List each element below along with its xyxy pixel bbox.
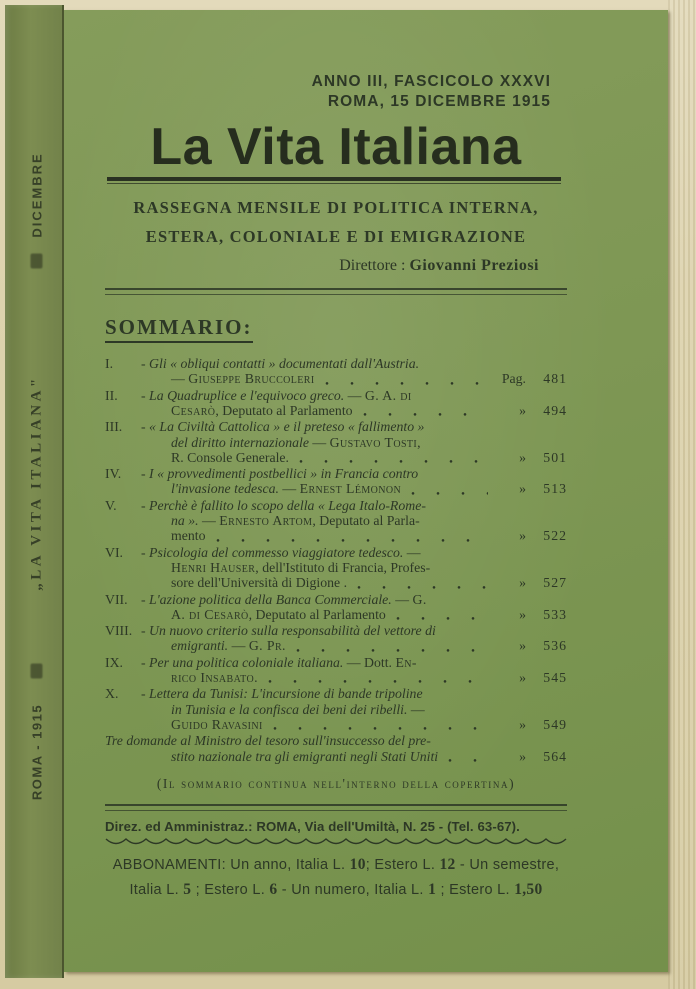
- toc-entry-text: [171, 528, 206, 543]
- toc-text-segment: G. A. di: [364, 387, 412, 403]
- toc-text-segment: R. Console Generale.: [171, 449, 290, 465]
- toc-roman-numeral: VII.: [105, 591, 128, 607]
- toc-roman-numeral: VIII.: [105, 623, 133, 639]
- toc-item: [105, 419, 567, 465]
- toc-entry-text: [141, 545, 421, 560]
- spine-stamp-icon: [31, 664, 43, 679]
- toc-text-segment: —: [171, 371, 189, 387]
- toc-line: [141, 435, 567, 450]
- toc-text-segment: Giuseppe Bruccoleri: [188, 371, 315, 387]
- dot-leader: [357, 586, 488, 589]
- toc-entry-text: [141, 655, 417, 670]
- toc-text-segment: Psicologia del commesso viaggiatore tedesco.: [149, 544, 407, 560]
- page-number: 481: [543, 371, 567, 387]
- price-value: 1: [428, 880, 437, 898]
- toc-line: [141, 655, 567, 670]
- toc-item: [105, 623, 567, 654]
- price-value: 10: [349, 855, 366, 873]
- toc-text-segment: stito nazionale tra gli emigranti negli Stati Uniti: [171, 748, 439, 764]
- toc-text-segment: in Tunisia e la confisca dei beni dei ribelli.: [171, 701, 411, 717]
- toc-entry-body: [141, 388, 567, 419]
- toc-entry-body: [141, 419, 567, 465]
- toc-item: [105, 388, 567, 419]
- toc-text-segment: -: [141, 387, 150, 403]
- toc-item: [105, 655, 567, 686]
- subscription-line-1: [105, 856, 567, 874]
- toc-text-segment: -: [141, 544, 150, 560]
- toc-text-segment: -: [141, 419, 150, 435]
- page-number: 564: [543, 748, 567, 764]
- toc-text-segment: Perchè è fallito lo scopo della « Lega Italo-Rome-: [149, 497, 426, 513]
- issue-info: [105, 72, 567, 112]
- dot-leader: [216, 539, 489, 542]
- subscription-text: ; Estero L.: [436, 881, 515, 898]
- toc-entry-text: [141, 623, 436, 638]
- toc-text-segment: -: [141, 356, 150, 372]
- toc-text-segment: Guido Ravasini: [171, 716, 263, 732]
- toc-entry-text: [171, 403, 353, 418]
- toc-item: [105, 356, 567, 387]
- toc-line: [141, 403, 567, 418]
- toc-text-segment: l'invasione tedesca.: [171, 481, 283, 497]
- toc-line: [141, 450, 567, 465]
- toc-line: [141, 498, 567, 513]
- toc-text-segment: —: [410, 701, 425, 717]
- subscription-line-2: [105, 881, 567, 899]
- toc-line: [105, 749, 567, 764]
- toc-roman-numeral: VI.: [105, 544, 124, 560]
- toc-text-segment: Cesarò: [171, 402, 216, 418]
- toc-text-segment: —: [347, 387, 365, 403]
- subtitle-line-1: RASSEGNA MENSILE DI POLITICA INTERNA,: [133, 198, 539, 218]
- toc-item: [105, 686, 567, 732]
- toc-entry-body: [141, 498, 567, 544]
- page-prefix: »: [519, 402, 526, 418]
- toc-text-segment: —: [202, 513, 220, 529]
- toc-line: [141, 560, 567, 575]
- dot-leader: [448, 759, 488, 762]
- toc-text-segment: G. Pr.: [248, 638, 286, 654]
- dot-leader: [299, 460, 488, 463]
- sommario-heading: SOMMARIO:: [105, 315, 253, 343]
- title-rule: [107, 177, 561, 181]
- toc-text-segment: -: [141, 654, 150, 670]
- subscription-text: ABBONAMENTI: Un anno, Italia L.: [112, 856, 350, 873]
- director-label: Direttore :: [339, 257, 406, 275]
- toc-entry-text: [171, 607, 386, 622]
- toc-roman-numeral: II.: [105, 387, 118, 403]
- toc-entry-text: [171, 575, 347, 590]
- toc-entry-text: [141, 466, 418, 481]
- toc-line: [141, 717, 567, 732]
- toc-entry-body: [141, 356, 567, 387]
- front-cover: [64, 10, 668, 972]
- toc-entry-body: [141, 592, 567, 623]
- page-number: 513: [543, 481, 567, 497]
- toc-line: [141, 481, 567, 496]
- subscription-text: ; Estero L.: [365, 856, 440, 873]
- spine-stamp-icon: [31, 254, 43, 269]
- toc-entry-text: [171, 481, 401, 496]
- dot-leader: [296, 649, 488, 652]
- page-number: 522: [543, 528, 567, 544]
- toc-line: [141, 623, 567, 638]
- toc-roman-numeral: III.: [105, 419, 123, 435]
- toc-text-segment: .: [254, 670, 258, 686]
- issue-line-2: ROMA, 15 DICEMBRE 1915: [327, 93, 551, 110]
- dot-leader: [363, 413, 488, 416]
- issue-line-1: ANNO III, FASCICOLO XXXVI: [311, 73, 551, 90]
- toc-text-segment: ,: [417, 434, 421, 450]
- toc-text-segment: -: [141, 497, 150, 513]
- toc-entry-text: [171, 371, 315, 386]
- toc-item: [105, 592, 567, 623]
- toc-text-segment: —: [406, 544, 421, 560]
- toc-entry-text: [171, 702, 425, 717]
- toc-text-segment: Henri Hauser: [171, 559, 256, 575]
- director-line: [105, 257, 567, 275]
- toc-text-segment: « La Civiltà Cattolica » e il preteso « fallimento »: [149, 419, 425, 435]
- wavy-rule-icon: [105, 837, 567, 849]
- toc-text-segment: — Dott.: [346, 654, 396, 670]
- toc-entry-text: [171, 749, 438, 764]
- toc-roman-numeral: X.: [105, 686, 119, 702]
- page-number: 533: [543, 606, 567, 622]
- toc-line: [141, 670, 567, 685]
- toc-text-segment: emigranti.: [171, 638, 232, 654]
- page-prefix: Pag.: [501, 371, 526, 387]
- toc-entry-body: [141, 466, 567, 497]
- address-line: Direz. ed Amministraz.: ROMA, Via dell'Umiltà, N. 25 - (Tel. 63-67).: [105, 818, 520, 834]
- toc-line: [141, 702, 567, 717]
- toc-text-segment: L'azione politica della Banca Commerciale.: [149, 591, 396, 607]
- magazine-title: La Vita Italiana: [150, 118, 522, 176]
- toc-text-segment: Un nuovo criterio sulla responsabilità del vettore di: [149, 623, 436, 639]
- toc-text-segment: —: [231, 638, 249, 654]
- toc-line: [141, 466, 567, 481]
- toc-line: [141, 528, 567, 543]
- page-prefix: »: [519, 528, 526, 544]
- dot-leader: [268, 680, 488, 683]
- spine-month-label: DICEMBRE: [29, 152, 45, 238]
- toc-text-segment: Tre domande al Ministro del tesoro sull'insuccesso del pre-: [105, 733, 431, 749]
- toc-entry-body: [141, 623, 567, 654]
- price-value: 6: [269, 880, 278, 898]
- page-prefix: »: [519, 748, 526, 764]
- toc-entry-body: [105, 733, 567, 764]
- toc-text-segment: —: [282, 481, 300, 497]
- toc-item: [105, 466, 567, 497]
- subtitle-line-2: ESTERA, COLONIALE E DI EMIGRAZIONE: [145, 227, 527, 247]
- toc-text-segment: del diritto internazionale: [171, 434, 313, 450]
- toc-roman-numeral: IX.: [105, 654, 124, 670]
- toc-text-segment: Lettera da Tunisi: L'incursione di bande tripoline: [149, 686, 423, 702]
- page-prefix: »: [519, 449, 526, 465]
- toc-line: [105, 733, 567, 748]
- toc-text-segment: —: [395, 591, 413, 607]
- toc-item: [105, 545, 567, 591]
- director-name: Giovanni Preziosi: [409, 257, 539, 275]
- toc-list: [105, 356, 567, 764]
- toc-text-segment: -: [141, 591, 150, 607]
- page-number: 549: [543, 716, 567, 732]
- toc-text-segment: G.: [412, 591, 427, 607]
- toc-text-segment: , Deputato al Parlamento: [215, 402, 353, 418]
- page-number: 494: [543, 402, 567, 418]
- price-value: 1,50: [514, 880, 543, 898]
- toc-entry-text: [171, 450, 289, 465]
- toc-text-segment: —: [312, 434, 330, 450]
- toc-roman-numeral: IV.: [105, 466, 122, 482]
- page-prefix: »: [519, 575, 526, 591]
- page-prefix: »: [519, 670, 526, 686]
- toc-entry-body: [141, 655, 567, 686]
- toc-line: [141, 371, 567, 386]
- spine: [5, 5, 64, 978]
- subscription-text: - Un semestre,: [455, 856, 560, 873]
- price-value: 5: [183, 880, 192, 898]
- cover-content: [105, 10, 567, 899]
- toc-entry-body: [141, 545, 567, 591]
- dot-leader: [396, 617, 488, 620]
- toc-text-segment: na ».: [171, 513, 203, 529]
- footer-rule: [105, 804, 567, 811]
- toc-entry-body: [141, 686, 567, 732]
- dot-leader: [273, 727, 488, 730]
- toc-line: [141, 686, 567, 701]
- sommario-note: (Il sommario continua nell'interno della copertina): [156, 775, 516, 791]
- toc-text-segment: -: [141, 623, 150, 639]
- title-rule-thin: [107, 183, 561, 184]
- toc-entry-text: [141, 592, 427, 607]
- toc-line: [141, 592, 567, 607]
- toc-roman-numeral: V.: [105, 497, 117, 513]
- toc-text-segment: Gli « obliqui contatti » documentati dall'Austria.: [149, 356, 420, 372]
- header-rule: [105, 288, 567, 295]
- page-prefix: »: [519, 716, 526, 732]
- toc-line: [141, 388, 567, 403]
- toc-text-segment: sore dell'Università di Digione .: [171, 575, 348, 591]
- toc-text-segment: , Deputato al Parla-: [312, 513, 420, 529]
- toc-text-segment: A. di Cesarò: [171, 606, 249, 622]
- toc-line: [141, 607, 567, 622]
- toc-entry-text: [171, 638, 286, 653]
- page-prefix: »: [519, 481, 526, 497]
- toc-line: [141, 545, 567, 560]
- toc-text-segment: mento: [171, 528, 206, 544]
- toc-text-segment: , Deputato al Parlamento: [248, 606, 386, 622]
- toc-line: [141, 356, 567, 371]
- page-number: 501: [543, 449, 567, 465]
- toc-text-segment: Per una politica coloniale italiana.: [149, 654, 347, 670]
- toc-line: [141, 638, 567, 653]
- toc-item: [105, 498, 567, 544]
- toc-text-segment: rico Insabato: [171, 670, 255, 686]
- toc-line: [141, 419, 567, 434]
- toc-text-segment: I « provvedimenti postbellici » in Francia contro: [149, 466, 419, 482]
- toc-text-segment: Ernest Lémonon: [299, 481, 402, 497]
- toc-line: [141, 575, 567, 590]
- toc-entry-text: [171, 513, 420, 528]
- page-number: 536: [543, 638, 567, 654]
- toc-entry-text: [141, 686, 423, 701]
- price-value: 12: [439, 855, 456, 873]
- toc-text-segment: -: [141, 686, 150, 702]
- toc-entry-text: [141, 419, 424, 434]
- toc-roman-numeral: I.: [105, 356, 114, 372]
- subscription-text: ; Estero L.: [191, 881, 270, 898]
- toc-entry-text: [141, 356, 419, 371]
- toc-entry-text: [141, 498, 426, 513]
- toc-text-segment: Ernesto Artom: [219, 513, 313, 529]
- spine-title-label: „LA VITA ITALIANA": [28, 375, 45, 591]
- page-prefix: »: [519, 638, 526, 654]
- page-number: 527: [543, 575, 567, 591]
- toc-entry-text: [171, 435, 421, 450]
- toc-text-segment: , dell'Istituto di Francia, Profes-: [255, 559, 431, 575]
- toc-text-segment: La Quadruplice e l'equivoco greco.: [149, 387, 348, 403]
- toc-entry-text: [105, 733, 431, 748]
- subscription-text: - Un numero, Italia L.: [277, 881, 429, 898]
- toc-entry-text: [171, 717, 263, 732]
- toc-text-segment: -: [141, 466, 150, 482]
- subscription-text: Italia L.: [129, 881, 184, 898]
- toc-text-segment: En-: [395, 654, 417, 670]
- toc-text-segment: Gustavo Tosti: [329, 434, 418, 450]
- toc-entry-text: [171, 670, 258, 685]
- toc-entry-text: [171, 560, 430, 575]
- page-prefix: »: [519, 606, 526, 622]
- spine-imprint-label: ROMA - 1915: [29, 703, 45, 801]
- dot-leader: [411, 492, 488, 495]
- toc-line: [141, 513, 567, 528]
- page-number: 545: [543, 670, 567, 686]
- toc-item: [105, 733, 567, 764]
- toc-entry-text: [141, 388, 412, 403]
- dot-leader: [325, 382, 488, 385]
